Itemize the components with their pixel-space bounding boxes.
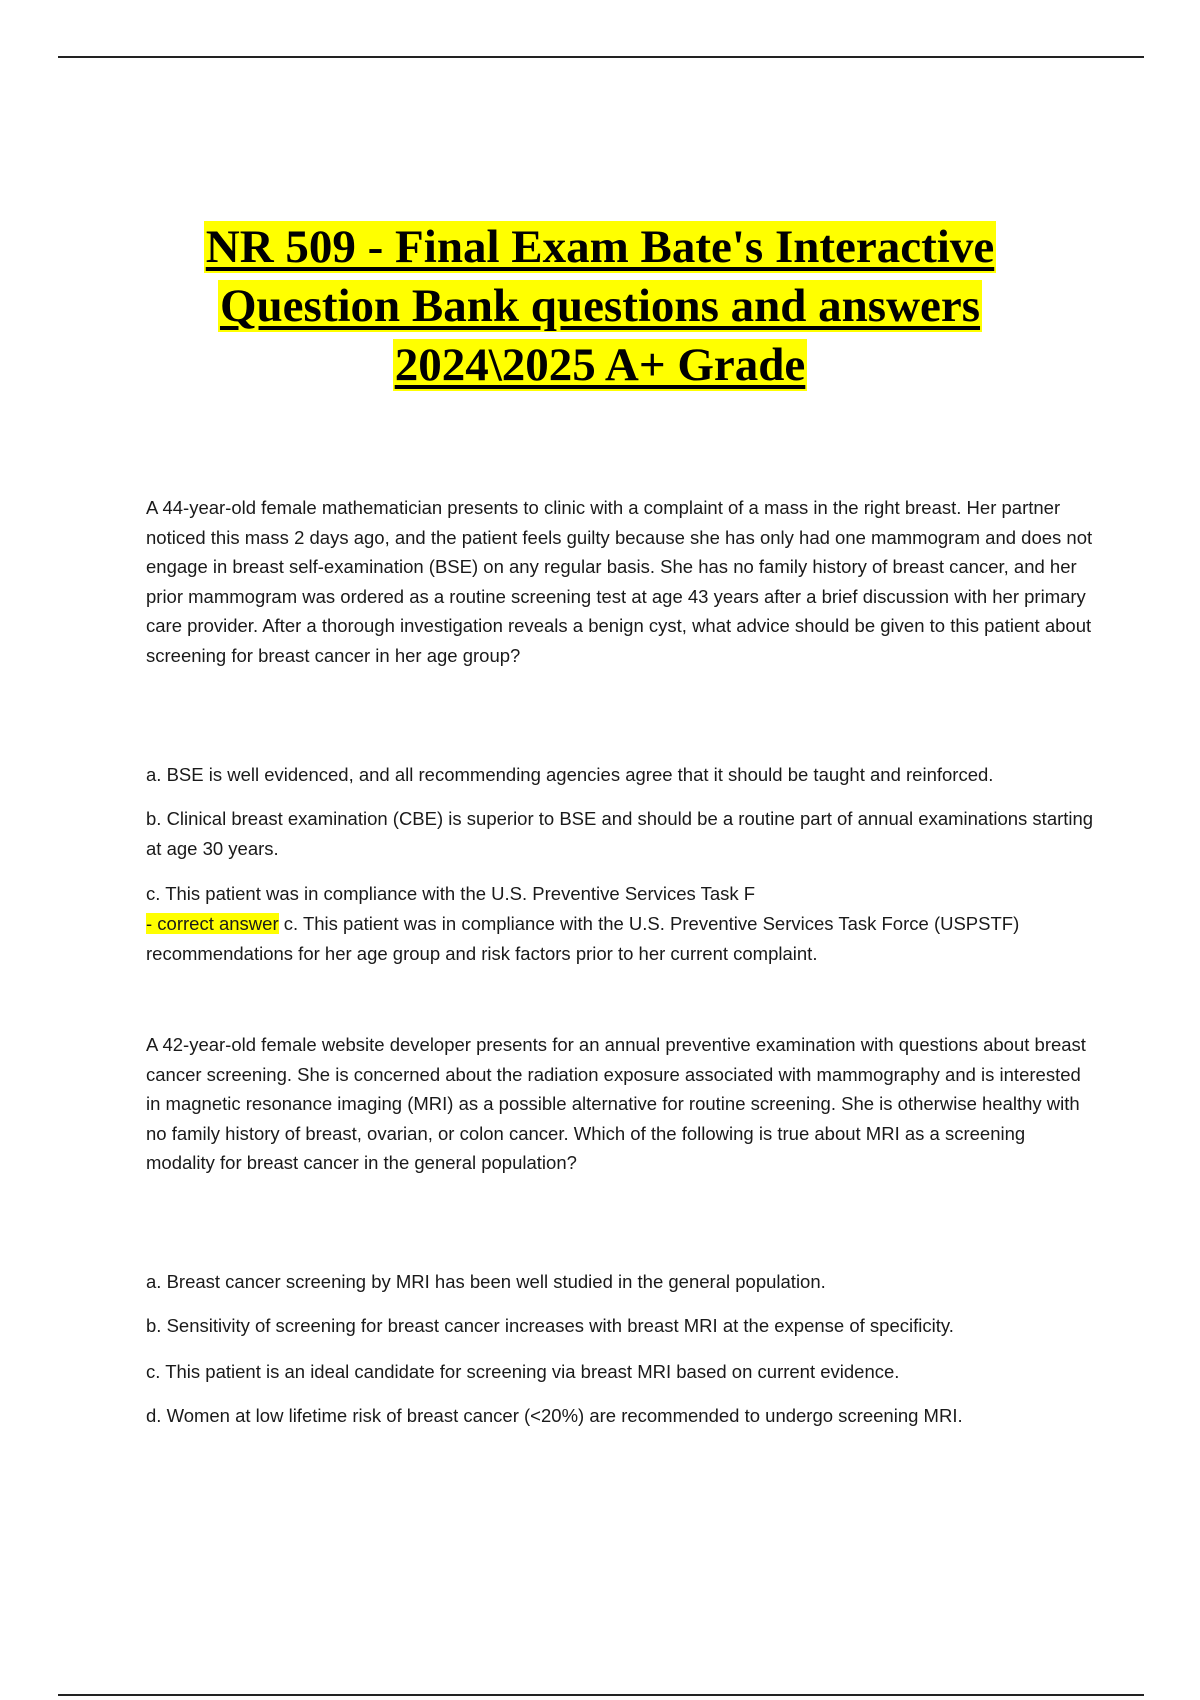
question-2-option-a: a. Breast cancer screening by MRI has been well studied in the general population. (146, 1271, 826, 1292)
question-1-option-a: a. BSE is well evidenced, and all recommending agencies agree that it should be taught and reinforced. (146, 764, 994, 785)
question-2-option-b: b. Sensitivity of screening for breast cancer increases with breast MRI at the expense of specificity. (146, 1315, 954, 1336)
title-line-2: Question Bank questions and answers (219, 280, 981, 332)
bottom-rule (58, 1694, 1144, 1696)
correct-answer-marker: - correct answer (146, 913, 279, 934)
question-2-stem: A 42-year-old female website developer presents for an annual preventive examination with questions about breast cancer screening. She is concerned about the radiation exposure associated with mammography and is interested in magnetic resonance imaging (MRI) as a possible alternative for routine screening. She is otherwise healthy with no family history of breast, ovarian, or colon cancer. Which of the following is true about MRI as a screening modality for breast cancer in the general population? (146, 1034, 1086, 1173)
question-2-option-c: c. This patient is an ideal candidate for screening via breast MRI based on current evidence. (146, 1361, 900, 1382)
question-1-answer (146, 909, 1096, 968)
question-1-stem: A 44-year-old female mathematician presents to clinic with a complaint of a mass in the right breast. Her partner noticed this mass 2 days ago, and the patient feels guilty because she has only had one mammogram and does not engage in breast self-examination (BSE) on any regular basis. She has no family history of breast cancer, and her prior mammogram was ordered as a routine screening test at age 43 years after a brief discussion with her primary care provider. After a thorough investigation reveals a benign cyst, what advice should be given to this patient about screening for breast cancer in her age group? (146, 497, 1093, 666)
question-1-option-b: b. Clinical breast examination (CBE) is superior to BSE and should be a routine part of annual examinations starting at age 30 years. (146, 808, 1094, 859)
top-rule (58, 56, 1144, 58)
answer-text: c. This patient was in compliance with the U.S. Preventive Services Task Force (USPSTF) recommendations for her age group and risk factors prior to her current complaint. (146, 913, 1020, 964)
title-line-3: 2024\2025 A+ Grade (394, 339, 806, 391)
question-1-option-c: c. This patient was in compliance with the U.S. Preventive Services Task F (146, 883, 756, 904)
title-line-1: NR 509 - Final Exam Bate's Interactive (205, 221, 995, 273)
question-2-option-d: d. Women at low lifetime risk of breast cancer (<20%) are recommended to undergo screening MRI. (146, 1405, 963, 1426)
document-title (100, 218, 1100, 395)
